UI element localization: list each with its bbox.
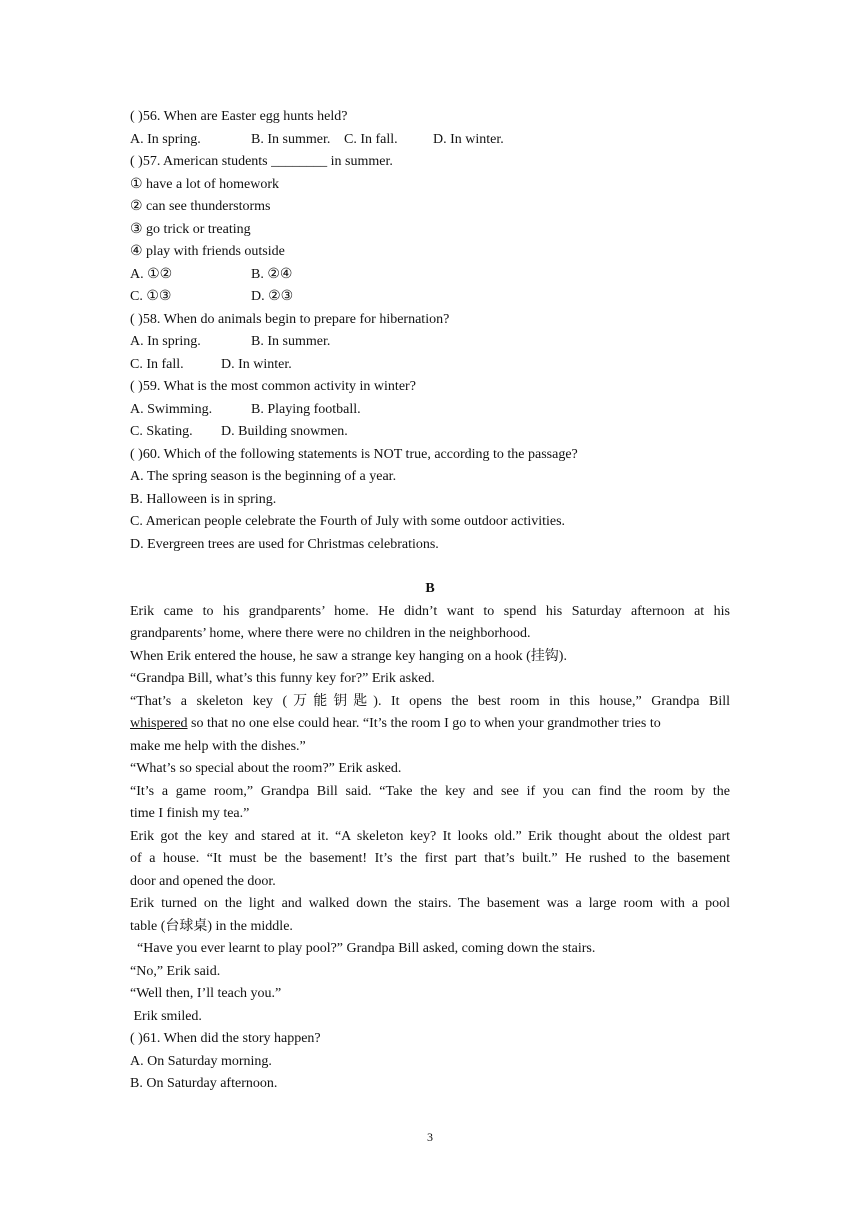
q59-option-b: B. Playing football. — [251, 401, 361, 417]
question-58-options-cd — [130, 354, 730, 377]
q57-item-3: ③ go trick or treating — [130, 221, 251, 237]
passage-line-whispered — [130, 713, 730, 736]
q60-option-d: D. Evergreen trees are used for Christmas celebrations. — [130, 536, 439, 552]
section-spacer — [130, 556, 730, 578]
section-b-heading: B — [425, 581, 435, 596]
q61-option-a: A. On Saturday morning. — [130, 1053, 272, 1069]
q57-option-c: C. ①③ — [130, 289, 172, 304]
passage-line: grandparents’ home, where there were no children in the neighborhood. — [130, 626, 531, 641]
passage-line: “Have you ever learnt to play pool?” Grandpa Bill asked, coming down the stairs. — [130, 941, 596, 956]
q57-option-d: D. ②③ — [251, 289, 294, 304]
passage-line-rest: so that no one else could hear. “It’s the room I go to when your grandmother tries to — [187, 716, 661, 731]
passage-line: “What’s so special about the room?” Erik asked. — [130, 761, 402, 776]
passage-line: “No,” Erik said. — [130, 963, 221, 979]
q56-option-d: D. In winter. — [433, 131, 504, 147]
question-56-options — [130, 129, 730, 152]
q57-option-a: A. ①② — [130, 266, 173, 282]
question-60-stem: ( )60. Which of the following statements is NOT true, according to the passage? — [130, 446, 578, 462]
q57-item-1: ① have a lot of homework — [130, 176, 280, 192]
question-57-options-ab — [130, 264, 730, 287]
q57-option-b: B. ②④ — [251, 266, 293, 282]
q61-option-b: B. On Saturday afternoon. — [130, 1076, 278, 1091]
question-56-stem: ( )56. When are Easter egg hunts held? — [130, 109, 348, 124]
question-59-options-cd — [130, 421, 730, 444]
q57-item-2: ② can see thunderstorms — [130, 199, 271, 214]
q58-option-c: C. In fall. — [130, 356, 184, 372]
passage-line: Erik turned on the light and walked down the stairs. The basement was a large room with a pool — [130, 896, 730, 911]
passage-line: table (台球桌) in the middle. — [130, 918, 293, 934]
q60-option-c: C. American people celebrate the Fourth of July with some outdoor activities. — [130, 514, 566, 529]
question-59-stem: ( )59. What is the most common activity in winter? — [130, 379, 416, 394]
q56-option-b: B. In summer. — [251, 131, 331, 147]
question-58-options-ab — [130, 331, 730, 354]
page-content — [130, 106, 730, 1096]
question-59-options-ab — [130, 399, 730, 422]
q57-item-4: ④ play with friends outside — [130, 244, 285, 259]
passage-line: “Well then, I’ll teach you.” — [130, 986, 282, 1001]
q59-option-c: C. Skating. — [130, 424, 193, 439]
passage-line: time I finish my tea.” — [130, 806, 250, 821]
q56-option-a: A. In spring. — [130, 131, 201, 147]
q60-option-a: A. The spring season is the beginning of a year. — [130, 469, 397, 484]
q60-option-b: B. Halloween is in spring. — [130, 491, 277, 507]
q59-option-a: A. Swimming. — [130, 401, 213, 417]
passage-line: Erik smiled. — [130, 1008, 202, 1024]
passage-line: Erik came to his grandparents’ home. He didn’t want to spend his Saturday afternoon at his — [130, 603, 730, 619]
question-57-stem: ( )57. American students ________ in summer. — [130, 154, 393, 169]
page-number: 3 — [427, 1130, 433, 1144]
underlined-word-whispered: whispered — [130, 716, 188, 731]
passage-line: When Erik entered the house, he saw a strange key hanging on a hook (挂钩). — [130, 648, 567, 664]
q58-option-a: A. In spring. — [130, 334, 201, 349]
passage-line: Erik got the key and stared at it. “A skeleton key? It looks old.” Erik thought about the oldest part — [130, 828, 730, 844]
q58-option-b: B. In summer. — [251, 334, 331, 349]
passage-line: make me help with the dishes.” — [130, 738, 306, 754]
q56-option-c: C. In fall. — [344, 131, 398, 147]
passage-line: door and opened the door. — [130, 873, 276, 889]
q59-option-d: D. Building snowmen. — [221, 424, 348, 439]
question-58-stem: ( )58. When do animals begin to prepare for hibernation? — [130, 311, 450, 327]
question-57-options-cd — [130, 286, 730, 309]
q58-option-d: D. In winter. — [221, 356, 292, 372]
passage-line: “It’s a game room,” Grandpa Bill said. “Take the key and see if you can find the room by the — [130, 783, 730, 799]
passage-line: of a house. “It must be the basement! It’s the first part that’s built.” He rushed to the basement — [130, 851, 730, 866]
passage-line: “That’s a skeleton key (万能钥匙). It opens the best room in this house,” Grandpa Bill — [130, 693, 730, 709]
passage-line: “Grandpa Bill, what’s this funny key for?” Erik asked. — [130, 671, 435, 686]
question-61-stem: ( )61. When did the story happen? — [130, 1031, 321, 1046]
